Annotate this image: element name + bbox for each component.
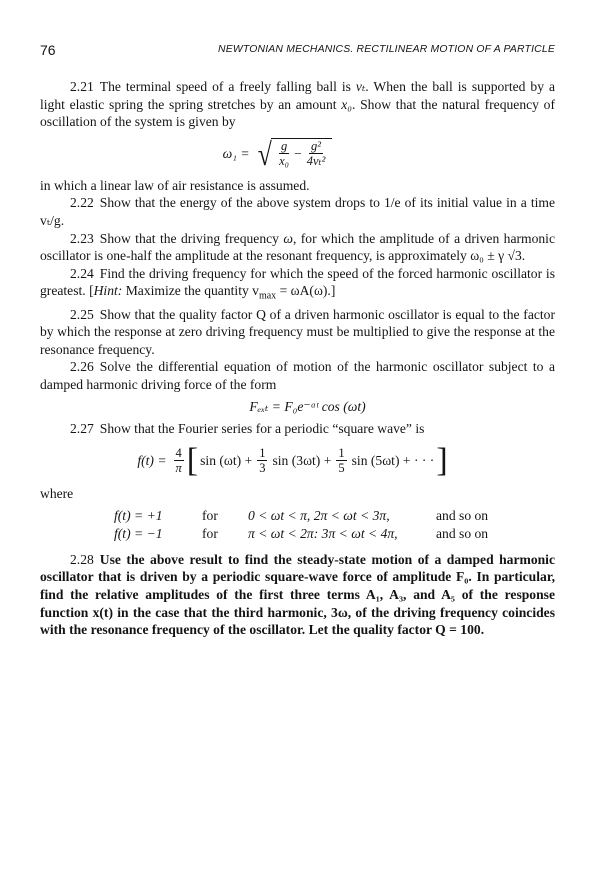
radical-sign: √ <box>257 136 272 173</box>
problem-text: The terminal speed of a freely falling ball is <box>99 79 356 94</box>
math-inline: vₜ <box>355 79 366 94</box>
case-for: for <box>202 507 218 523</box>
problem-text: , for which the amplitude of a driven harmonic oscillator is one-half the amplitude at the resonant frequency, is approximately ω₀ ± γ √3. <box>40 230 555 264</box>
problem-text: Solve the differential equation of motion of the harmonic oscillator subject to a damped harmonic driving force of the form <box>40 359 555 393</box>
problem-text: Find the driving frequency for which the speed of the forced harmonic oscillator is greatest. [ <box>40 265 555 299</box>
math-lhs: ω₁ = <box>222 145 250 161</box>
problem-text: Show that the energy of the above system drops to 1/e of its initial value in a time vₜ/g. <box>40 195 555 228</box>
denominator: 5 <box>338 461 345 476</box>
problem-text: . Show that the natural frequency of oscillation of the system is given by <box>40 96 555 130</box>
minus-sign: − <box>294 146 302 162</box>
hint-label: Hint: <box>93 283 123 299</box>
case-condition: 0 < ωt < π, 2π < ωt < 3π, <box>248 507 390 523</box>
problem-2-23 <box>40 230 555 265</box>
numerator: g <box>280 139 288 154</box>
math-inline: x₀ <box>341 96 353 112</box>
right-bracket: ] <box>436 442 448 480</box>
where-label: where <box>40 486 74 502</box>
problem-2-26 <box>40 358 555 393</box>
fraction <box>277 139 291 169</box>
case-row <box>114 525 498 543</box>
fraction <box>257 446 267 476</box>
problem-text: Show that the Fourier series for a periodic “square wave” is <box>99 420 425 436</box>
problem-text: Maximize the quantity v <box>122 283 259 299</box>
subscript: max <box>258 291 277 303</box>
problem-2-21 <box>40 78 555 131</box>
problem-2-27 <box>40 420 555 438</box>
problem-2-28-block <box>40 551 555 639</box>
square-root <box>256 136 333 173</box>
problem-number: 2.26 <box>70 359 94 375</box>
fraction <box>336 446 346 476</box>
case-expr: f(t) = −1 <box>114 525 163 541</box>
running-head: NEWTONIAN MECHANICS. RECTILINEAR MOTION OF A PARTICLE <box>218 44 555 55</box>
numerator: g² <box>311 139 322 154</box>
radicand <box>271 138 332 169</box>
problem-2-28 <box>40 551 555 639</box>
case-row <box>114 507 498 525</box>
denominator: 3 <box>259 461 266 476</box>
piecewise-cases <box>114 507 498 543</box>
case-for: for <box>202 525 218 541</box>
problem-number: 2.21 <box>70 79 94 94</box>
problem-text: . When the ball is supported by a light elastic spring the spring stretches by an amount <box>40 79 555 112</box>
series-term: sin (3ωt) + <box>272 453 332 469</box>
fraction <box>174 446 184 476</box>
display-equation-omega1 <box>40 131 555 177</box>
left-bracket: [ <box>186 442 199 480</box>
problem-2-25 <box>40 306 555 359</box>
numerator: 4 <box>175 446 182 461</box>
case-expr: f(t) = +1 <box>114 507 163 523</box>
problem-2-24 <box>40 265 555 306</box>
problem-number: 2.22 <box>70 195 94 211</box>
problem-number: 2.23 <box>70 230 94 246</box>
math-lhs: f(t) = <box>137 453 167 469</box>
page-header <box>40 42 555 62</box>
series-term: sin (ωt) + <box>200 453 253 469</box>
math-inline: ω <box>283 230 293 246</box>
denominator: x₀ <box>279 154 290 169</box>
series-term: sin (5ωt) + · · · <box>351 453 435 469</box>
display-equation-force <box>40 394 555 420</box>
denominator: π <box>175 461 182 476</box>
problem-number: 2.28 <box>70 551 94 567</box>
denominator: 4vₜ² <box>306 154 326 169</box>
problem-list <box>40 78 555 639</box>
numerator: 1 <box>338 446 345 461</box>
problem-number: 2.25 <box>70 306 94 322</box>
case-condition: π < ωt < 2π: 3π < ωt < 4π, <box>248 525 398 541</box>
page-number: 76 <box>40 42 56 58</box>
numerator: 1 <box>259 446 266 461</box>
problem-text: Show that the driving frequency <box>99 230 284 246</box>
display-equation-fourier <box>40 437 555 485</box>
fraction <box>305 139 328 169</box>
problem-text: Use the above result to find the steady-state motion of a damped harmonic oscillator that is driven by a periodic square-wave force of amplitude F₀. In particular, find the relative amplitudes of the first three terms A₁, A₃, and A₅ of the response function x(t) in the case that the third harmonic, 3ω, of the driving frequency coincides with the resonance frequency of the oscillator. Let the quality factor Q = 100. <box>40 551 555 638</box>
problem-number: 2.24 <box>70 265 94 281</box>
problem-text: Show that the quality factor Q of a driven harmonic oscillator is equal to the factor by which the response at zero driving frequency must be multiplied to give the response at the resonance frequency. <box>40 306 555 357</box>
math-display: Fₑₓₜ = F₀e⁻ᵅᵗ cos (ωt) <box>249 398 366 414</box>
problem-text-continued: in which a linear law of air resistance is assumed. <box>40 177 310 193</box>
case-tail: and so on <box>436 507 489 523</box>
problem-2-22 <box>40 194 555 229</box>
problem-number: 2.27 <box>70 420 94 436</box>
problem-text: = ωA(ω).] <box>276 283 336 299</box>
case-tail: and so on <box>436 525 489 541</box>
